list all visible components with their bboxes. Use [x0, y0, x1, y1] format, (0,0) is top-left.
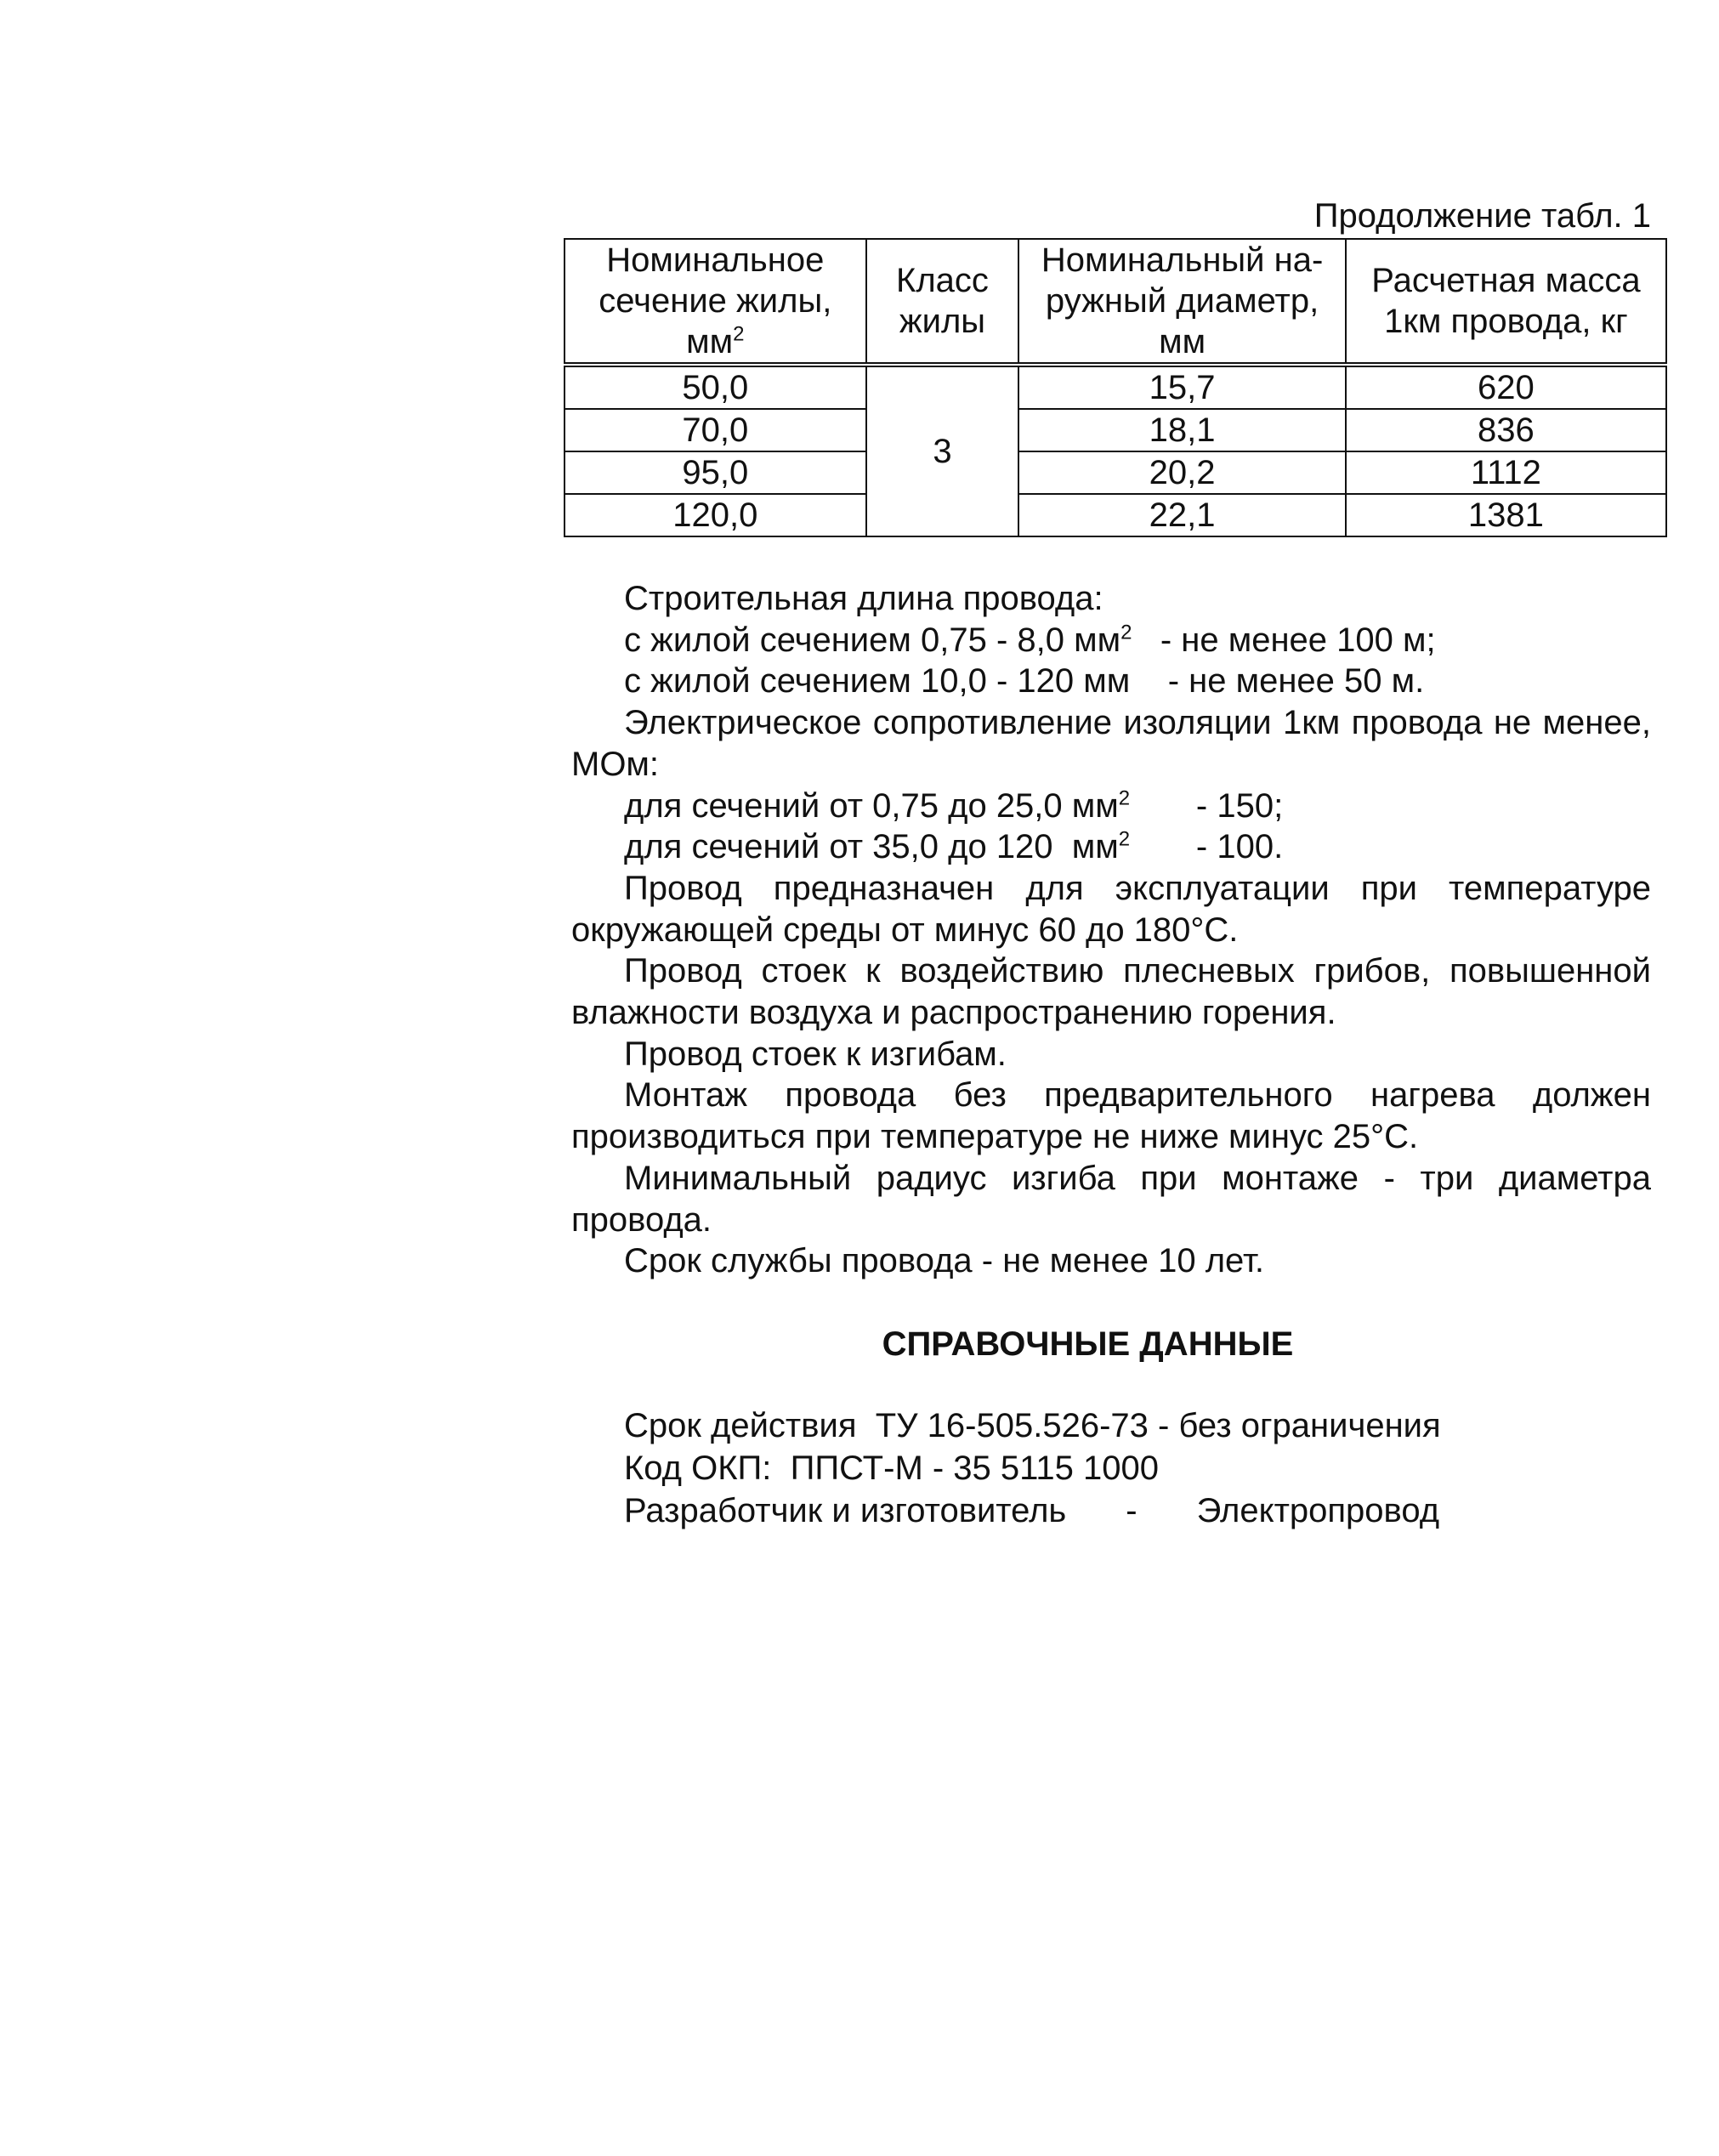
resistance-line-1-value: - 150; — [1130, 786, 1284, 825]
resistance-line-2-text: для сечений от 35,0 до 120 мм — [624, 828, 1119, 866]
header-cross-section — [564, 239, 866, 365]
reference-okp-code: Код ОКП: ППСТ-М - 35 5115 1000 — [624, 1450, 1160, 1487]
paragraph-bend-radius: Минимальный радиус изгиба при монтаже - три диаметра провода. — [571, 1159, 1651, 1239]
header-cross-section-text: Номинальное сечение жилы, мм — [599, 241, 832, 360]
superscript: 2 — [733, 322, 745, 346]
table-row — [564, 409, 1666, 451]
length-line-1-text: с жилой сечением 0,75 - 8,0 мм — [624, 621, 1121, 659]
reference-validity: Срок действия ТУ 16-505.526-73 - без ограничения — [624, 1407, 1441, 1444]
header-outer-diameter: Номинальный на-ружный диаметр, мм — [1018, 239, 1345, 365]
table-row — [564, 365, 1666, 409]
table-caption: Продолжение табл. 1 — [1313, 197, 1651, 235]
cell-diameter: 20,2 — [1018, 451, 1345, 494]
superscript: 2 — [1118, 827, 1131, 851]
reference-manufacturer — [624, 1489, 1644, 1532]
superscript: 2 — [1118, 786, 1131, 810]
cell-class: 3 — [866, 365, 1019, 536]
paragraph-resistance-fungi: Провод стоек к воздействию плесневых грибов, повышенной влажности воздуха и распространению горения. — [571, 952, 1651, 1032]
resistance-line-2-value: - 100. — [1130, 828, 1284, 866]
body-text — [571, 578, 1651, 1282]
manufacturer-dash: - — [1126, 1492, 1137, 1529]
superscript: 2 — [1120, 621, 1132, 644]
length-line-1-value: - не менее 100 м; — [1132, 621, 1436, 659]
length-title: Строительная длина провода: — [624, 580, 1103, 617]
header-mass: Расчетная масса 1км провода, кг — [1346, 239, 1666, 365]
paragraph-service-life: Срок службы провода - не менее 10 лет. — [624, 1242, 1264, 1280]
paragraph-bending: Провод стоек к изгибам. — [624, 1035, 1007, 1073]
cable-specs-table — [564, 238, 1667, 537]
cell-section: 50,0 — [564, 365, 866, 409]
cell-mass: 620 — [1346, 365, 1666, 409]
resistance-line-2 — [571, 826, 1651, 868]
reference-data — [624, 1404, 1644, 1532]
manufacturer-label: Разработчик и изготовитель — [624, 1492, 1067, 1529]
section-heading: СПРАВОЧНЫЕ ДАННЫЕ — [882, 1325, 1294, 1363]
paragraph-installation: Монтаж провода без предварительного нагрева должен производиться при температуре не ниже минус 25°С. — [571, 1076, 1651, 1156]
cell-mass: 1381 — [1346, 494, 1666, 536]
cell-mass: 836 — [1346, 409, 1666, 451]
cell-diameter: 22,1 — [1018, 494, 1345, 536]
table-row — [564, 451, 1666, 494]
length-line-2: с жилой сечением 10,0 - 120 мм - не менее 50 м. — [624, 662, 1425, 701]
resistance-paragraph: Электрическое сопротивление изоляции 1км провода не менее, МОм: — [571, 704, 1651, 783]
length-line-1 — [571, 620, 1651, 661]
header-conductor-class: Класс жилы — [866, 239, 1019, 365]
paragraph-temperature: Провод предназначен для эксплуатации при температуре окружающей среды от минус 60 до 180°С. — [571, 869, 1651, 949]
manufacturer-value: Электропровод — [1196, 1492, 1440, 1529]
cell-section: 70,0 — [564, 409, 866, 451]
resistance-line-1-text: для сечений от 0,75 до 25,0 мм — [624, 786, 1119, 825]
cell-section: 95,0 — [564, 451, 866, 494]
cell-diameter: 18,1 — [1018, 409, 1345, 451]
cell-diameter: 15,7 — [1018, 365, 1345, 409]
table-row — [564, 494, 1666, 536]
cell-section: 120,0 — [564, 494, 866, 536]
table-header-row — [564, 239, 1666, 365]
resistance-line-1 — [571, 786, 1651, 827]
cell-mass: 1112 — [1346, 451, 1666, 494]
